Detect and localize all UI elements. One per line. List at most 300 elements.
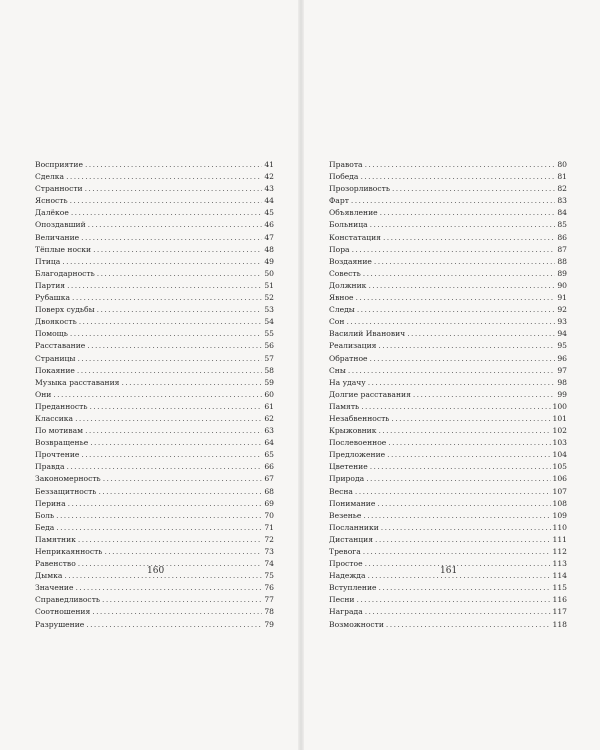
- dot-leader: [56, 522, 262, 534]
- toc-entry-title: Незабвенность: [329, 413, 390, 423]
- toc-entry: [35, 268, 274, 280]
- toc-entry: [329, 340, 567, 352]
- dot-leader: [97, 268, 263, 280]
- toc-entry-page: 118: [552, 619, 567, 629]
- toc-entry: [329, 316, 567, 328]
- toc-entry: [35, 207, 274, 219]
- dot-leader: [66, 171, 262, 183]
- toc-entry-title: Природа: [329, 474, 365, 484]
- toc-entry: [35, 473, 274, 485]
- toc-entry: [329, 619, 567, 631]
- toc-entry-page: 46: [264, 220, 274, 230]
- dot-leader: [67, 280, 262, 292]
- dot-leader: [68, 498, 263, 510]
- toc-entry-title: Беззащитность: [35, 486, 97, 496]
- dot-leader: [365, 558, 551, 570]
- toc-entry-title: Поверх судьбы: [35, 305, 95, 315]
- toc-entry-page: 116: [552, 595, 567, 605]
- toc-entry: [329, 473, 567, 485]
- dot-leader: [351, 195, 555, 207]
- toc-entry: [329, 219, 567, 231]
- toc-entry: [329, 328, 567, 340]
- dot-leader: [391, 413, 550, 425]
- toc-entry-page: 80: [557, 160, 567, 169]
- toc-entry: [329, 304, 567, 316]
- toc-entry-title: Дымка: [35, 571, 63, 581]
- book-gutter: [298, 0, 304, 750]
- toc-entry: [35, 244, 274, 256]
- toc-entry: [329, 401, 567, 413]
- toc-entry-title: Пора: [329, 244, 350, 254]
- dot-leader: [346, 316, 555, 328]
- dot-leader: [78, 534, 262, 546]
- toc-entry-title: На удачу: [329, 377, 366, 387]
- toc-entry: [329, 280, 567, 292]
- dot-leader: [104, 546, 262, 558]
- toc-entry: [35, 510, 274, 522]
- toc-entry-title: Возможности: [329, 619, 384, 629]
- dot-leader: [71, 207, 262, 219]
- toc-entry-page: 47: [264, 232, 274, 242]
- toc-entry-page: 60: [264, 389, 274, 399]
- toc-entry-page: 49: [264, 256, 274, 266]
- toc-entry-title: Тревога: [329, 547, 361, 556]
- toc-entry: [35, 280, 274, 292]
- dot-leader: [368, 280, 555, 292]
- toc-entry: [329, 207, 567, 219]
- toc-entry: [329, 546, 567, 558]
- toc-entry-title: Партия: [35, 280, 66, 290]
- dot-leader: [70, 328, 262, 340]
- toc-entry-page: 94: [557, 329, 567, 339]
- toc-entry-title: Возвращенье: [35, 438, 89, 448]
- toc-entry-title: Странности: [35, 184, 83, 194]
- toc-entry-title: Значение: [35, 583, 74, 593]
- toc-entry-title: Беда: [35, 522, 55, 532]
- dot-leader: [348, 365, 555, 377]
- toc-entry-page: 107: [552, 486, 567, 496]
- toc-entry-page: 111: [552, 534, 567, 544]
- toc-entry: [329, 522, 567, 534]
- toc-entry-page: 66: [264, 462, 274, 472]
- toc-entry: [35, 304, 274, 316]
- toc-entry-title: Объявление: [329, 208, 378, 218]
- toc-entry: [35, 498, 274, 510]
- dot-leader: [85, 159, 262, 171]
- toc-entry-title: Преданность: [35, 401, 88, 411]
- dot-leader: [70, 195, 263, 207]
- toc-entry-title: Следы: [329, 305, 355, 315]
- dot-leader: [89, 401, 262, 413]
- toc-entry-title: Страницы: [35, 353, 76, 363]
- dot-leader: [374, 256, 555, 268]
- dot-leader: [85, 425, 262, 437]
- toc-entry: [329, 232, 567, 244]
- toc-entry-title: Явное: [329, 293, 354, 303]
- toc-entry-title: Равенство: [35, 559, 76, 569]
- dot-leader: [413, 389, 555, 401]
- dot-leader: [378, 425, 550, 437]
- toc-entry-page: 42: [264, 172, 274, 182]
- toc-entry-page: 71: [264, 522, 274, 532]
- dot-leader: [86, 619, 262, 631]
- toc-entry-title: Правда: [35, 462, 65, 472]
- dot-leader: [81, 232, 262, 244]
- toc-entry-title: Реализация: [329, 341, 377, 351]
- toc-entry-page: 108: [552, 498, 567, 508]
- toc-entry-page: 72: [264, 534, 274, 544]
- toc-entry: [35, 461, 274, 473]
- toc-entry-page: 41: [264, 160, 274, 169]
- dot-leader: [357, 594, 551, 606]
- toc-entry-title: Послевоенное: [329, 438, 387, 448]
- toc-entry: [35, 195, 274, 207]
- toc-entry-title: Тёплые носки: [35, 244, 92, 254]
- dot-leader: [370, 219, 556, 231]
- toc-entry-title: Вступление: [329, 583, 377, 593]
- dot-leader: [77, 365, 262, 377]
- toc-entry: [329, 606, 567, 618]
- dot-leader: [387, 449, 550, 461]
- toc-entry: [35, 425, 274, 437]
- toc-entry: [329, 437, 567, 449]
- toc-entry-page: 84: [557, 208, 567, 218]
- toc-entry: [35, 486, 274, 498]
- toc-entry: [35, 365, 274, 377]
- toc-entry-page: 110: [552, 522, 567, 532]
- toc-entry-title: Весна: [329, 486, 353, 496]
- dot-leader: [352, 244, 556, 256]
- toc-entry-title: Везенье: [329, 510, 362, 520]
- page-number-right: 161: [440, 566, 458, 576]
- toc-entry-page: 67: [264, 474, 274, 484]
- toc-entry-title: Опоздавший: [35, 220, 86, 230]
- toc-entry-title: Правота: [329, 160, 363, 169]
- dot-leader: [78, 558, 263, 570]
- toc-entry-page: 115: [552, 583, 567, 593]
- toc-entry-title: Прочтение: [35, 450, 80, 460]
- toc-entry-page: 62: [264, 413, 274, 423]
- toc-entry-page: 98: [557, 377, 567, 387]
- toc-entry-page: 103: [552, 438, 567, 448]
- toc-entry-title: Фарт: [329, 196, 349, 206]
- dot-leader: [407, 328, 555, 340]
- dot-leader: [368, 570, 551, 582]
- toc-entry: [35, 171, 274, 183]
- dot-leader: [62, 256, 262, 268]
- toc-entry: [329, 365, 567, 377]
- dot-leader: [375, 534, 550, 546]
- toc-entry: [329, 268, 567, 280]
- toc-entry: [329, 256, 567, 268]
- toc-entry-title: Воздаяние: [329, 256, 372, 266]
- toc-entry-title: Совесть: [329, 268, 361, 278]
- toc-entry: [329, 389, 567, 401]
- dot-leader: [366, 473, 550, 485]
- toc-entry-title: Двоякость: [35, 317, 77, 327]
- toc-entry-page: 78: [264, 607, 274, 617]
- toc-entry-title: Обратное: [329, 353, 368, 363]
- dot-leader: [378, 340, 555, 352]
- dot-leader: [370, 353, 556, 365]
- toc-entry-page: 73: [264, 547, 274, 556]
- dot-leader: [377, 498, 550, 510]
- toc-entry: [329, 195, 567, 207]
- dot-leader: [72, 292, 262, 304]
- toc-entry-title: Птица: [35, 256, 61, 266]
- toc-entry: [329, 183, 567, 195]
- toc-entry-page: 69: [264, 498, 274, 508]
- toc-entry-title: Дистанция: [329, 534, 374, 544]
- toc-entry-page: 51: [264, 280, 274, 290]
- dot-leader: [388, 437, 550, 449]
- toc-entry: [329, 498, 567, 510]
- toc-entry-title: Песни: [329, 595, 355, 605]
- dot-leader: [355, 486, 551, 498]
- toc-entry-page: 102: [552, 426, 567, 436]
- toc-entry-page: 101: [552, 413, 567, 423]
- dot-leader: [379, 582, 551, 594]
- toc-entry-title: Ясность: [35, 196, 68, 206]
- toc-entry: [329, 159, 567, 171]
- toc-entry-title: Предложение: [329, 450, 386, 460]
- toc-entry-page: 106: [552, 474, 567, 484]
- toc-entry-page: 112: [552, 547, 567, 556]
- toc-entry-page: 81: [557, 172, 567, 182]
- toc-entry-title: Должник: [329, 280, 367, 290]
- toc-entry-title: Цветение: [329, 462, 368, 472]
- toc-entry-title: По мотивам: [35, 426, 84, 436]
- dot-leader: [102, 594, 262, 606]
- toc-entry-title: Расставание: [35, 341, 86, 351]
- toc-entry-title: Надежда: [329, 571, 366, 581]
- toc-entry-page: 88: [557, 256, 567, 266]
- toc-entry: [35, 219, 274, 231]
- toc-entry-title: Величание: [35, 232, 80, 242]
- toc-entry: [35, 401, 274, 413]
- toc-entry-page: 89: [557, 268, 567, 278]
- dot-leader: [67, 461, 263, 473]
- toc-entry-title: Неприкаянность: [35, 547, 103, 556]
- toc-entry-title: Закономерность: [35, 474, 101, 484]
- dot-leader: [368, 377, 556, 389]
- toc-entry-title: Сделка: [35, 172, 65, 182]
- toc-entry: [329, 171, 567, 183]
- toc-entry: [35, 353, 274, 365]
- toc-entry: [329, 292, 567, 304]
- dot-leader: [365, 159, 556, 171]
- toc-entry: [329, 449, 567, 461]
- toc-entry-title: Победа: [329, 172, 359, 182]
- dot-leader: [103, 473, 263, 485]
- toc-entry-page: 45: [264, 208, 274, 218]
- toc-entry-page: 54: [264, 317, 274, 327]
- toc-entry-title: Прозорливость: [329, 184, 390, 194]
- dot-leader: [361, 401, 550, 413]
- dot-leader: [90, 437, 262, 449]
- toc-entry-page: 83: [557, 196, 567, 206]
- dot-leader: [88, 219, 263, 231]
- dot-leader: [383, 232, 555, 244]
- toc-entry-title: Крыжовник: [329, 426, 377, 436]
- toc-entry: [329, 486, 567, 498]
- toc-entry-page: 105: [552, 462, 567, 472]
- toc-entry-title: Они: [35, 389, 52, 399]
- toc-entry-page: 104: [552, 450, 567, 460]
- toc-entry-page: 55: [264, 329, 274, 339]
- dot-leader: [360, 171, 555, 183]
- toc-entry-page: 61: [264, 401, 274, 411]
- toc-entry-page: 99: [557, 389, 567, 399]
- toc-entry: [35, 546, 274, 558]
- dot-leader: [370, 461, 551, 473]
- toc-entry: [329, 413, 567, 425]
- toc-entry-page: 75: [264, 571, 274, 581]
- toc-entry-title: Понимание: [329, 498, 376, 508]
- toc-entry-title: Награда: [329, 607, 363, 617]
- toc-entry-title: Долгие расставания: [329, 389, 411, 399]
- toc-entry: [35, 449, 274, 461]
- toc-entry-title: Память: [329, 401, 360, 411]
- toc-entry-title: Соотношения: [35, 607, 91, 617]
- toc-entry: [35, 522, 274, 534]
- toc-entry-page: 76: [264, 583, 274, 593]
- toc-entry-title: Далёкое: [35, 208, 69, 218]
- toc-entry-page: 96: [557, 353, 567, 363]
- toc-entry: [35, 534, 274, 546]
- toc-entry-title: Сны: [329, 365, 346, 375]
- toc-entry-title: Василий Иванович: [329, 329, 406, 339]
- dot-leader: [363, 510, 550, 522]
- toc-entry-page: 74: [264, 559, 274, 569]
- toc-entry-title: Помощь: [35, 329, 68, 339]
- dot-leader: [81, 449, 262, 461]
- dot-leader: [380, 207, 556, 219]
- toc-entry-page: 85: [557, 220, 567, 230]
- toc-entry-title: Рубашка: [35, 293, 71, 303]
- toc-entry-page: 114: [552, 571, 567, 581]
- toc-entry: [35, 437, 274, 449]
- toc-entry-title: Классика: [35, 413, 74, 423]
- toc-entry-title: Перина: [35, 498, 66, 508]
- toc-entry-title: Памятник: [35, 534, 76, 544]
- dot-leader: [75, 582, 262, 594]
- toc-entry: [329, 425, 567, 437]
- dot-leader: [93, 244, 262, 256]
- dot-leader: [97, 304, 263, 316]
- toc-entry: [35, 413, 274, 425]
- toc-entry-title: Сон: [329, 317, 345, 327]
- toc-entry-page: 68: [264, 486, 274, 496]
- toc-entry: [329, 244, 567, 256]
- toc-entry: [329, 534, 567, 546]
- dot-leader: [75, 413, 262, 425]
- toc-entry: [35, 582, 274, 594]
- toc-entry: [329, 582, 567, 594]
- toc-left-column: [35, 159, 274, 631]
- toc-entry-title: Разрушение: [35, 619, 85, 629]
- toc-entry-page: 70: [264, 510, 274, 520]
- toc-entry-page: 90: [557, 280, 567, 290]
- toc-entry-page: 113: [552, 559, 567, 569]
- toc-entry-page: 64: [264, 438, 274, 448]
- toc-entry-title: Простое: [329, 559, 363, 569]
- toc-entry-title: Музыка расставания: [35, 377, 120, 387]
- dot-leader: [363, 268, 556, 280]
- toc-entry-page: 92: [557, 305, 567, 315]
- toc-entry: [329, 594, 567, 606]
- toc-entry-title: Благодарность: [35, 268, 95, 278]
- toc-entry-page: 63: [264, 426, 274, 436]
- toc-entry: [35, 619, 274, 631]
- dot-leader: [386, 619, 551, 631]
- toc-entry-page: 117: [552, 607, 567, 617]
- toc-entry-page: 53: [264, 305, 274, 315]
- toc-entry-page: 52: [264, 293, 274, 303]
- toc-entry: [35, 183, 274, 195]
- toc-entry: [35, 377, 274, 389]
- toc-entry: [35, 606, 274, 618]
- dot-leader: [365, 606, 551, 618]
- toc-entry-title: Восприятие: [35, 160, 83, 169]
- toc-entry: [329, 353, 567, 365]
- toc-entry: [35, 232, 274, 244]
- toc-entry: [35, 340, 274, 352]
- dot-leader: [85, 183, 263, 195]
- toc-entry-title: Боль: [35, 510, 55, 520]
- toc-entry: [35, 594, 274, 606]
- toc-entry-page: 95: [557, 341, 567, 351]
- dot-leader: [392, 183, 555, 195]
- dot-leader: [98, 486, 262, 498]
- dot-leader: [77, 353, 262, 365]
- toc-entry-page: 43: [264, 184, 274, 194]
- toc-entry-page: 100: [552, 401, 567, 411]
- toc-entry: [35, 389, 274, 401]
- toc-entry-title: Констатация: [329, 232, 381, 242]
- dot-leader: [357, 304, 555, 316]
- dot-leader: [53, 389, 262, 401]
- toc-entry: [329, 461, 567, 473]
- toc-entry: [35, 292, 274, 304]
- dot-leader: [363, 546, 551, 558]
- toc-entry-page: 57: [264, 353, 274, 363]
- toc-entry-title: Справедливость: [35, 595, 101, 605]
- toc-entry-page: 109: [552, 510, 567, 520]
- toc-entry-title: Покаяние: [35, 365, 75, 375]
- dot-leader: [121, 377, 262, 389]
- toc-entry-page: 77: [264, 595, 274, 605]
- toc-entry: [329, 377, 567, 389]
- toc-entry-page: 79: [264, 619, 274, 629]
- dot-leader: [87, 340, 262, 352]
- page-number-left: 160: [147, 566, 165, 576]
- toc-entry-page: 87: [557, 244, 567, 254]
- toc-entry: [35, 159, 274, 171]
- toc-right-column: [329, 159, 567, 631]
- toc-entry-page: 97: [557, 365, 567, 375]
- toc-entry-page: 50: [264, 268, 274, 278]
- toc-entry-page: 93: [557, 317, 567, 327]
- toc-entry-page: 65: [264, 450, 274, 460]
- dot-leader: [79, 316, 263, 328]
- toc-entry: [35, 316, 274, 328]
- toc-entry-title: Посланники: [329, 522, 379, 532]
- toc-entry-page: 86: [557, 232, 567, 242]
- dot-leader: [92, 606, 262, 618]
- toc-entry: [35, 256, 274, 268]
- toc-entry-title: Больница: [329, 220, 368, 230]
